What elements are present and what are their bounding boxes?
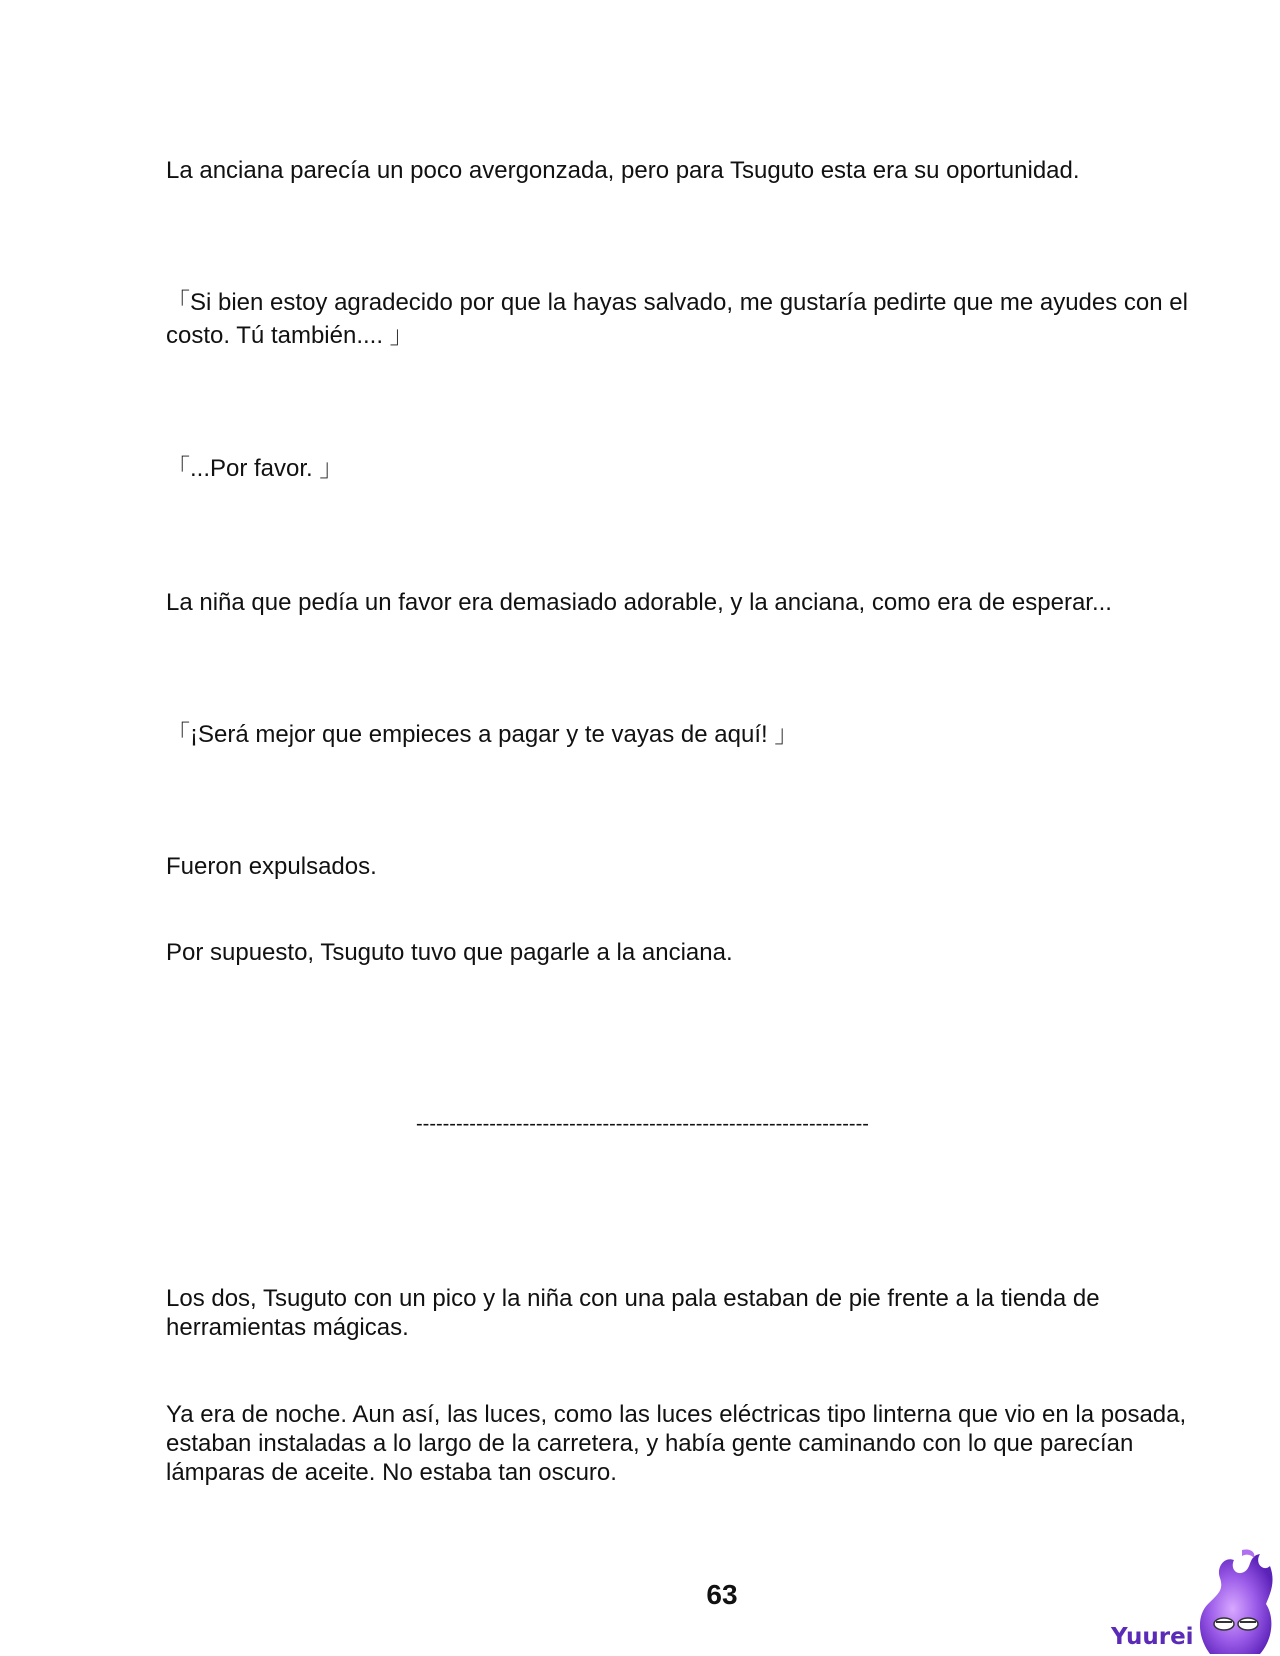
paragraph-7: Por supuesto, Tsuguto tuvo que pagarle a la anciana.	[166, 939, 733, 966]
paragraph-2: 「Si bien estoy agradecido por que la hayas salvado, me gustaría pedirte que me ayudes con el costo. Tú también.... 」	[166, 289, 1188, 349]
page-number: 63	[706, 1579, 738, 1610]
paragraph-8: Los dos, Tsuguto con un pico y la niña con una pala estaban de pie frente a la tienda de herramientas mágicas.	[166, 1285, 1100, 1341]
logo-text: Yuurei	[1111, 1624, 1194, 1650]
yuurei-logo	[1105, 1546, 1280, 1656]
paragraph-5: 「¡Será mejor que empieces a pagar y te vayas de aquí! 」	[166, 721, 799, 748]
paragraph-6: Fueron expulsados.	[166, 853, 377, 880]
paragraph-1: La anciana parecía un poco avergonzada, pero para Tsuguto esta era su oportunidad.	[166, 157, 1080, 184]
paragraph-4: La niña que pedía un favor era demasiado adorable, y la anciana, como era de esperar...	[166, 589, 1112, 616]
section-separator: --------------------------------------------------------------------	[416, 1113, 869, 1135]
paragraph-9: Ya era de noche. Aun así, las luces, como las luces eléctricas tipo linterna que vio en la posada, estaban instaladas a lo largo de la carretera, y había gente caminando con lo que parecían lámparas de aceite. No estaba tan oscuro.	[166, 1401, 1187, 1486]
purple-ghost-icon	[1190, 1546, 1280, 1656]
paragraph-3: 「...Por favor. 」	[166, 455, 344, 482]
